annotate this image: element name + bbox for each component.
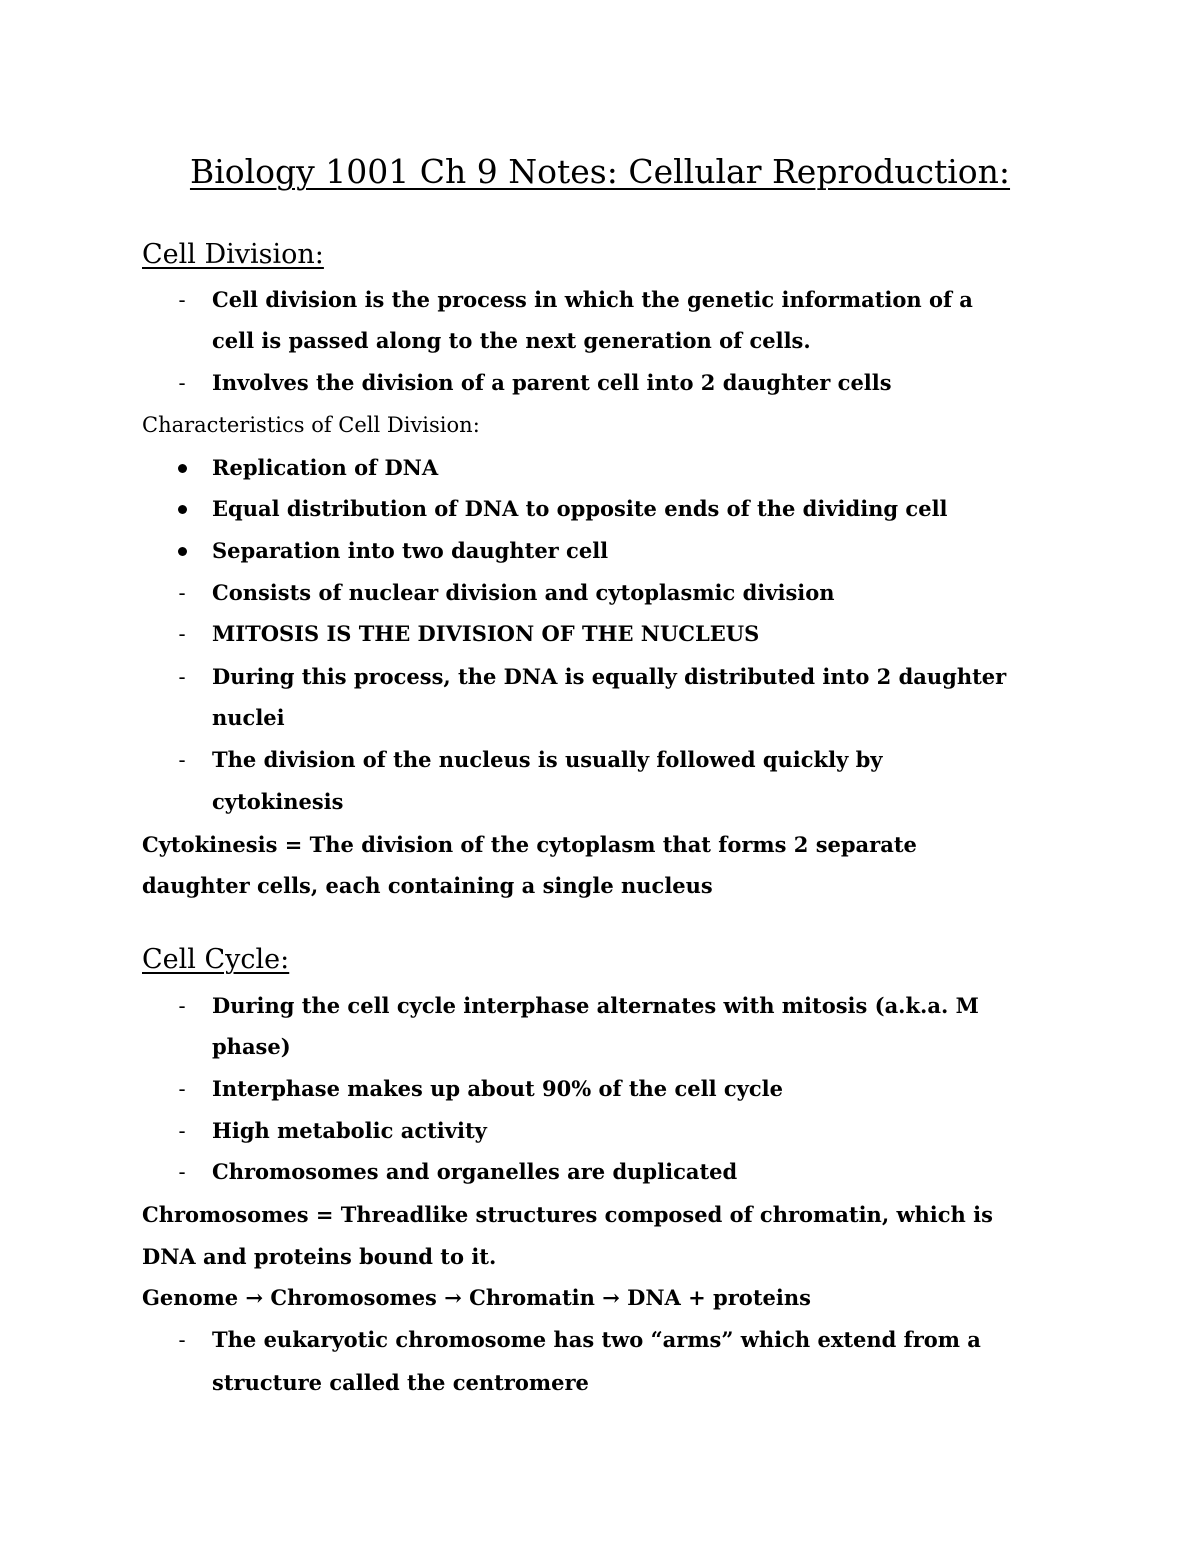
dash-marker: - bbox=[178, 288, 186, 312]
list-item-continuation: cytokinesis bbox=[212, 789, 344, 814]
bullet-item: Replication of DNA bbox=[212, 455, 439, 480]
list-item-continuation: cell is passed along to the next generation of cells. bbox=[212, 328, 811, 353]
dash-marker: - bbox=[178, 994, 186, 1018]
list-item: High metabolic activity bbox=[212, 1118, 487, 1143]
dash-marker: - bbox=[178, 1328, 186, 1352]
list-item: During the cell cycle interphase alternates with mitosis (a.k.a. M bbox=[212, 993, 979, 1018]
list-item: Chromosomes and organelles are duplicated bbox=[212, 1159, 738, 1184]
bullet-dot-icon bbox=[178, 547, 187, 556]
dash-marker: - bbox=[178, 1160, 186, 1184]
list-item-continuation: phase) bbox=[212, 1034, 291, 1059]
definition-text: Chromosomes = Threadlike structures composed of chromatin, which is bbox=[142, 1202, 993, 1227]
hierarchy-text: Genome → Chromosomes → Chromatin → DNA + proteins bbox=[142, 1285, 811, 1310]
dash-marker: - bbox=[178, 371, 186, 395]
bullet-dot-icon bbox=[178, 505, 187, 514]
list-item-continuation: structure called the centromere bbox=[212, 1370, 589, 1395]
list-item-continuation: nuclei bbox=[212, 705, 285, 730]
definition-text: DNA and proteins bound to it. bbox=[142, 1244, 497, 1269]
dash-marker: - bbox=[178, 581, 186, 605]
bullet-item: Equal distribution of DNA to opposite ends of the dividing cell bbox=[212, 496, 948, 521]
list-item: Cell division is the process in which the genetic information of a bbox=[212, 287, 973, 312]
page-title: Biology 1001 Ch 9 Notes: Cellular Reproduction: bbox=[189, 152, 1011, 191]
bullet-item: Separation into two daughter cell bbox=[212, 538, 609, 563]
definition-text: Cytokinesis = The division of the cytoplasm that forms 2 separate bbox=[142, 832, 917, 857]
list-item: Interphase makes up about 90% of the cell cycle bbox=[212, 1076, 783, 1101]
list-item: The eukaryotic chromosome has two “arms” which extend from a bbox=[212, 1327, 981, 1352]
bullet-dot-icon bbox=[178, 464, 187, 473]
section-heading-cell-cycle: Cell Cycle: bbox=[142, 944, 290, 975]
list-item: Consists of nuclear division and cytoplasmic division bbox=[212, 580, 835, 605]
dash-marker: - bbox=[178, 665, 186, 689]
definition-text: daughter cells, each containing a single nucleus bbox=[142, 873, 713, 898]
subheading-text: Characteristics of Cell Division: bbox=[142, 413, 480, 437]
list-item: During this process, the DNA is equally distributed into 2 daughter bbox=[212, 664, 1007, 689]
list-item: Involves the division of a parent cell into 2 daughter cells bbox=[212, 370, 892, 395]
dash-marker: - bbox=[178, 622, 186, 646]
dash-marker: - bbox=[178, 1119, 186, 1143]
dash-marker: - bbox=[178, 748, 186, 772]
list-item: The division of the nucleus is usually followed quickly by bbox=[212, 747, 883, 772]
section-heading-cell-division: Cell Division: bbox=[142, 239, 324, 270]
list-item: MITOSIS IS THE DIVISION OF THE NUCLEUS bbox=[212, 621, 760, 646]
dash-marker: - bbox=[178, 1077, 186, 1101]
